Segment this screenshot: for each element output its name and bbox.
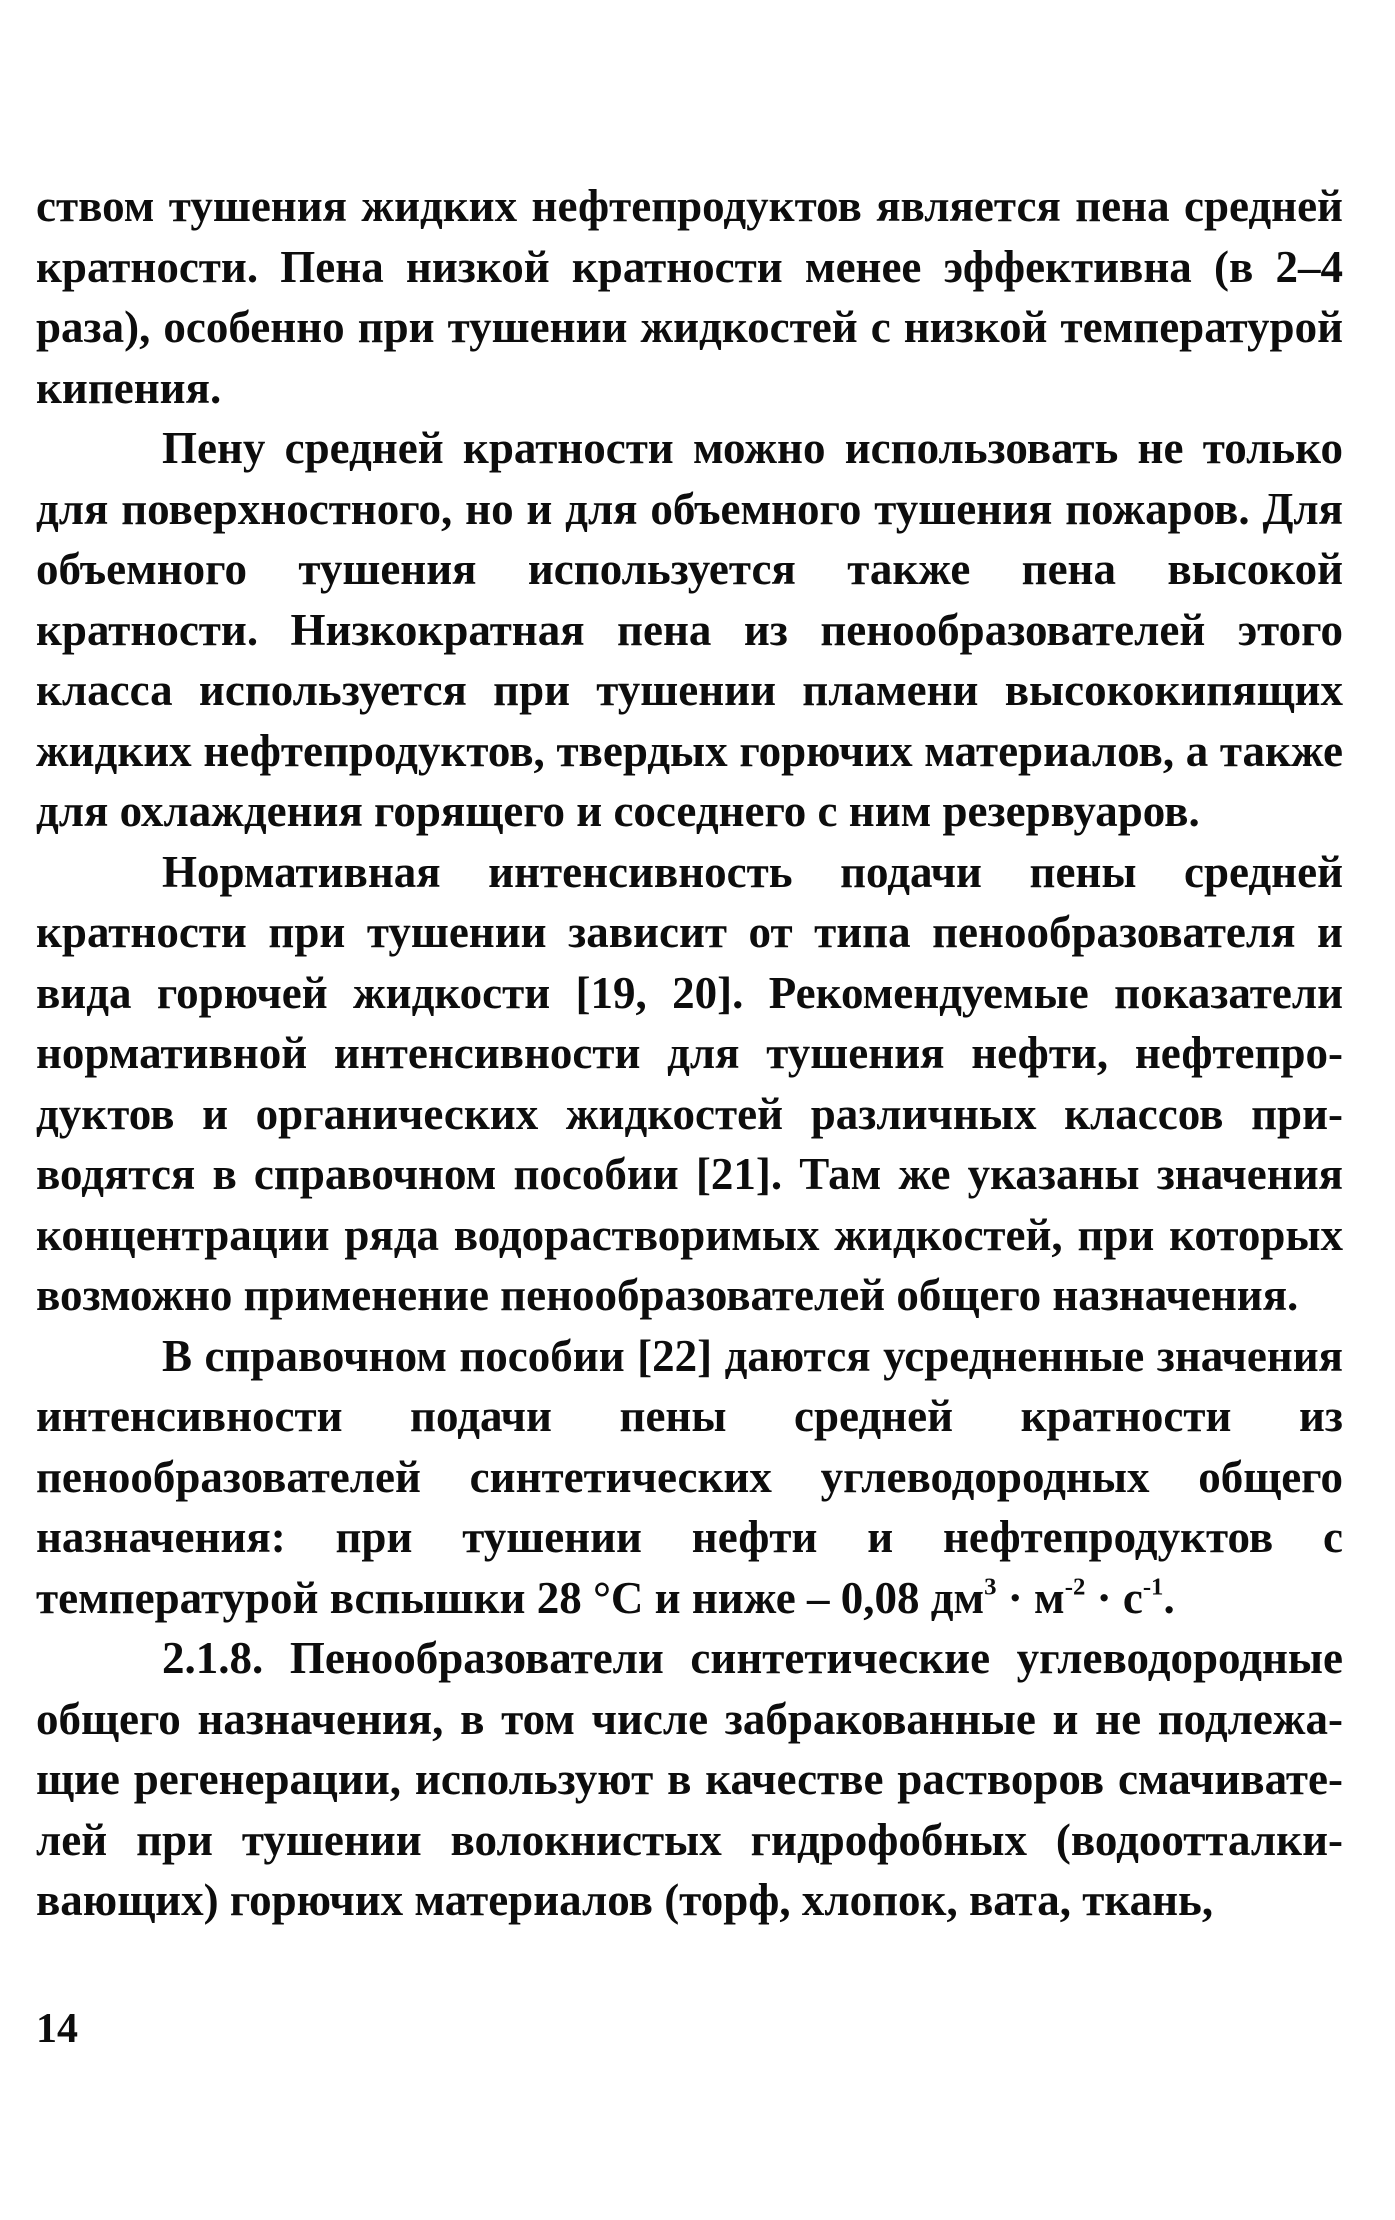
paragraph-4-end: . <box>1163 1572 1175 1623</box>
unit-exponent-dm: 3 <box>984 1572 997 1600</box>
paragraph-4-text: В справочном пособии [22] даются усредненные значения интенсивности подачи пены средней кратности из пенообразователей синтетических углеводородных общего назначения: при тушении нефти и нефтепродуктов с температурой вспышки 28 °С и ниже – 0,08 дм <box>36 1330 1343 1623</box>
unit-second: · с <box>1085 1572 1143 1623</box>
paragraph-1: ством тушения жидких нефтепродуктов является пена средней кратности. Пена низкой кратности менее эффективна (в 2–4 раза), особенно при тушении жидкостей с низкой температурой кипения. <box>36 181 1343 413</box>
paragraph-3: Нормативная интенсивность подачи пены средней кратности при тушении зависит от типа пенообразователя и вида горючей жидкости [19, 20]. Рекомендуемые показатели нормативной интенсивности для тушения нефти, нефтепродуктов и органических жидкостей различных классов приводятся в справочном пособии [21]. Там же указаны значения концентрации ряда водорастворимых жидкостей, при которых возможно применение пенообразователей общего назначения. <box>36 846 1343 1320</box>
paragraph-4 <box>36 1326 1343 1629</box>
paragraph-5: 2.1.8. Пенообразователи синтетические углеводородные общего назначения, в том числе забракованные и не подлежащие регенерации, используют в качестве растворов смачивателей при тушении волокнистых гидрофобных (водоотталкивающих) горючих материалов (торф, хлопок, вата, ткань, <box>36 1633 1343 1925</box>
page-number: 14 <box>36 2006 78 2052</box>
unit-exponent-s: -1 <box>1142 1572 1164 1600</box>
unit-exponent-m: -2 <box>1064 1572 1086 1600</box>
unit-meter: · м <box>996 1572 1065 1623</box>
page-body <box>36 176 1343 1931</box>
paragraph-2: Пену средней кратности можно использовать не только для поверхностного, но и для объемного тушения пожаров. Для объемного тушения используется также пена высокой кратности. Низкократная пена из пенообразователей этого класса используется при тушении пламени высококипящих жидких нефтепродуктов, твердых горючих материалов, а также для охлаждения горящего и соседнего с ним резервуаров. <box>36 423 1343 836</box>
